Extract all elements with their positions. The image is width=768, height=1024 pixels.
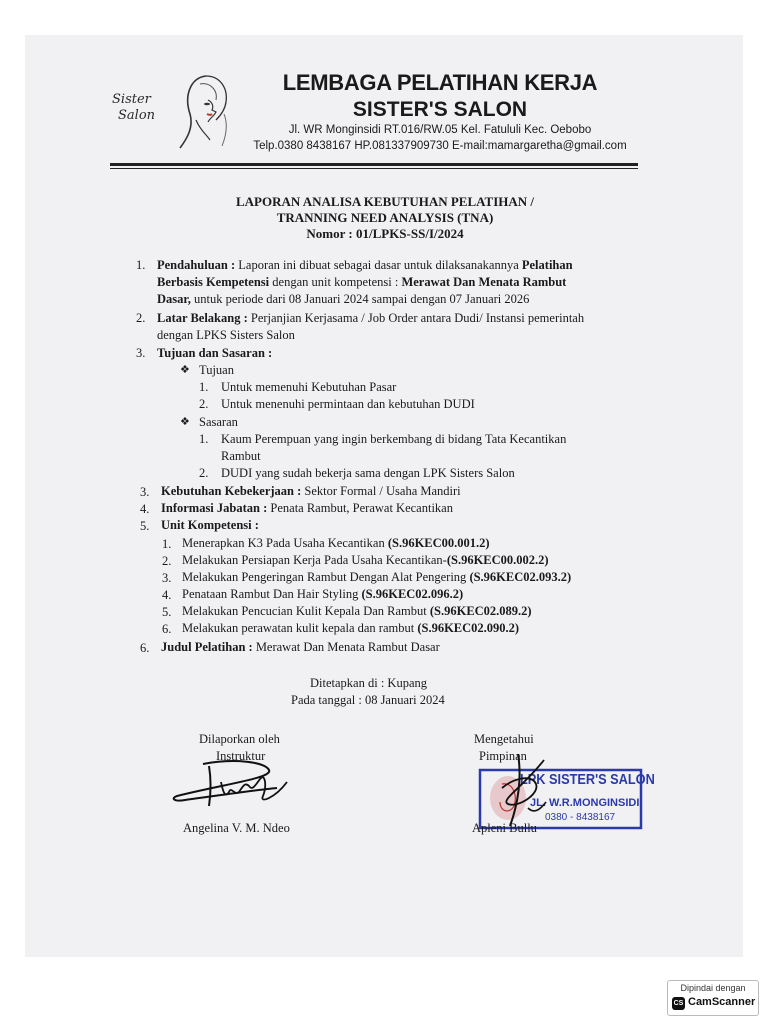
- section-1-text-2c: Merawat Dan Menata Rambut: [401, 275, 567, 289]
- unit-2-text: Melakukan Persiapan Kerja Pada Usaha Kecantikan-: [182, 553, 447, 567]
- unit-2: [182, 552, 549, 569]
- tujuan-2-text: Untuk menenuhi permintaan dan kebutuhan DUDI: [221, 397, 475, 411]
- section-7-line: [161, 639, 440, 656]
- logo-line-1: Sister: [112, 92, 151, 107]
- left-signature-icon: [165, 752, 295, 814]
- woman-face-logo-icon: [176, 70, 234, 152]
- unit-3-text: Melakukan Pengeringan Rambut Dengan Alat Pengering: [182, 570, 467, 584]
- left-signer-role-1: Dilaporkan oleh: [199, 732, 280, 746]
- sasaran-heading: Sasaran: [199, 415, 238, 429]
- report-number: Nomor : 01/LPKS-SS/I/2024: [306, 226, 464, 241]
- stamp-line-1: LPK SISTER'S SALON: [520, 771, 655, 788]
- section-3-number: 3.: [136, 346, 146, 360]
- section-2-text-2: dengan LPKS Sisters Salon: [157, 328, 295, 342]
- section-4-line: [161, 483, 461, 500]
- section-1-line-1: [157, 257, 637, 274]
- badge-brand: CamScanner: [688, 996, 756, 1008]
- unit-5-code: (S.96KEC02.089.2): [429, 604, 532, 618]
- stamp-line-2: JL. W.R.MONGINSIDI: [530, 797, 640, 809]
- section-2-text-1: Perjanjian Kerjasama / Job Order antara Dudi/ Instansi pemerintah: [250, 311, 585, 325]
- section-1-line-3: [157, 291, 637, 308]
- section-2-line-1: [157, 310, 584, 327]
- bullet-diamond-icon: ❖: [180, 416, 190, 428]
- tujuan-2-number: 2.: [199, 397, 209, 411]
- organization-name: SISTER'S SALON: [352, 98, 528, 121]
- unit-1-code: (S.96KEC00.001.2): [387, 536, 490, 550]
- tujuan-heading: Tujuan: [199, 363, 234, 377]
- section-1-number: 1.: [136, 258, 146, 272]
- right-signer-role-2: Pimpinan: [479, 749, 527, 763]
- section-2-number: 2.: [136, 311, 146, 325]
- section-1-text-2b: dengan unit kompetensi :: [272, 275, 399, 289]
- unit-3-code: (S.96KEC02.093.2): [469, 570, 572, 584]
- tujuan-1-text: Untuk memenuhi Kebutuhan Pasar: [221, 380, 397, 394]
- section-3-label: Tujuan dan Sasaran :: [157, 346, 273, 360]
- unit-4-number: 4.: [162, 588, 172, 602]
- date-of-issue: Pada tanggal : 08 Januari 2024: [291, 693, 445, 707]
- section-2-label: Latar Belakang :: [157, 311, 248, 325]
- organization-contact: Telp.0380 8438167 HP.081337909730 E-mail:mamargaretha@gmail.com: [253, 140, 627, 152]
- section-5-label: Informasi Jabatan :: [161, 501, 268, 515]
- unit-4-text: Penataan Rambut Dan Hair Styling: [182, 587, 359, 601]
- report-title-line-1: LAPORAN ANALISA KEBUTUHAN PELATIHAN /: [235, 194, 535, 209]
- organization-title: LEMBAGA PELATIHAN KERJA: [282, 70, 598, 95]
- section-1-label: Pendahuluan :: [157, 258, 236, 272]
- logo-line-2: Salon: [118, 108, 156, 123]
- section-1-line-2: [157, 274, 637, 291]
- organization-address: Jl. WR Monginsidi RT.016/RW.05 Kel. Fatululi Kec. Oebobo: [288, 124, 592, 136]
- right-signer-role-1: Mengetahui: [474, 732, 534, 746]
- sasaran-1-number: 1.: [199, 432, 209, 446]
- logo-text: [104, 92, 176, 124]
- section-5-line: [161, 500, 453, 517]
- unit-2-code: (S.96KEC00.002.2): [446, 553, 549, 567]
- section-4-value: Sektor Formal / Usaha Mandiri: [304, 484, 461, 498]
- right-signer-name: Apleni Bullu: [472, 821, 537, 835]
- section-1-text-1a: Laporan ini dibuat sebagai dasar untuk dilaksanakannya: [238, 258, 519, 272]
- section-7-label: Judul Pelatihan :: [161, 640, 253, 654]
- camscanner-logo-icon: CS: [672, 997, 685, 1010]
- section-7-number: 6.: [140, 641, 150, 655]
- place-of-issue: Ditetapkan di : Kupang: [310, 676, 427, 690]
- section-4-label: Kebutuhan Kebekerjaan :: [161, 484, 302, 498]
- stamp-line-3: 0380 - 8438167: [545, 812, 616, 823]
- sasaran-2-text: DUDI yang sudah bekerja sama dengan LPK Sisters Salon: [221, 466, 515, 480]
- section-6-label: Unit Kompetensi :: [161, 518, 259, 532]
- sasaran-1-text-2: Rambut: [221, 449, 261, 463]
- section-1-text-3a: Dasar,: [157, 292, 191, 306]
- unit-1-text: Menerapkan K3 Pada Usaha Kecantikan: [182, 536, 385, 550]
- sasaran-1-text-1: Kaum Perempuan yang ingin berkembang di bidang Tata Kecantikan: [221, 432, 567, 446]
- camscanner-badge: [667, 980, 759, 1016]
- section-6-number: 5.: [140, 519, 150, 533]
- unit-5: [182, 603, 532, 620]
- unit-2-number: 2.: [162, 554, 172, 568]
- unit-6-text: Melakukan perawatan kulit kepala dan rambut: [182, 621, 415, 635]
- section-7-value: Merawat Dan Menata Rambut Dasar: [255, 640, 440, 654]
- unit-4-code: (S.96KEC02.096.2): [361, 587, 464, 601]
- section-1-text-1b: Pelatihan: [521, 258, 573, 272]
- left-signer-name: Angelina V. M. Ndeo: [183, 821, 290, 835]
- bullet-diamond-icon: ❖: [180, 364, 190, 376]
- section-1-text-2a: Berbasis Kempetensi: [157, 275, 270, 289]
- section-4-number: 3.: [140, 485, 150, 499]
- tujuan-1-number: 1.: [199, 380, 209, 394]
- section-1-text-3b: untuk periode dari 08 Januari 2024 sampai dengan 07 Januari 2026: [194, 292, 530, 306]
- section-5-value: Penata Rambut, Perawat Kecantikan: [270, 501, 453, 515]
- unit-1: [182, 535, 490, 552]
- unit-5-text: Melakukan Pencucian Kulit Kepala Dan Rambut: [182, 604, 427, 618]
- left-signer-role-2: Instruktur: [216, 749, 266, 763]
- report-title-line-2: TRANNING NEED ANALYSIS (TNA): [276, 210, 494, 225]
- unit-4: [182, 586, 463, 603]
- unit-6-code: (S.96KEC02.090.2): [417, 621, 520, 635]
- unit-6-number: 6.: [162, 622, 172, 636]
- unit-1-number: 1.: [162, 537, 172, 551]
- badge-caption: Dipindai dengan: [680, 983, 746, 993]
- unit-5-number: 5.: [162, 605, 172, 619]
- header-divider-thin: [110, 168, 638, 169]
- unit-6: [182, 620, 519, 637]
- header-divider-thick: [110, 163, 638, 166]
- unit-3: [182, 569, 571, 586]
- section-5-number: 4.: [140, 502, 150, 516]
- sasaran-2-number: 2.: [199, 466, 209, 480]
- unit-3-number: 3.: [162, 571, 172, 585]
